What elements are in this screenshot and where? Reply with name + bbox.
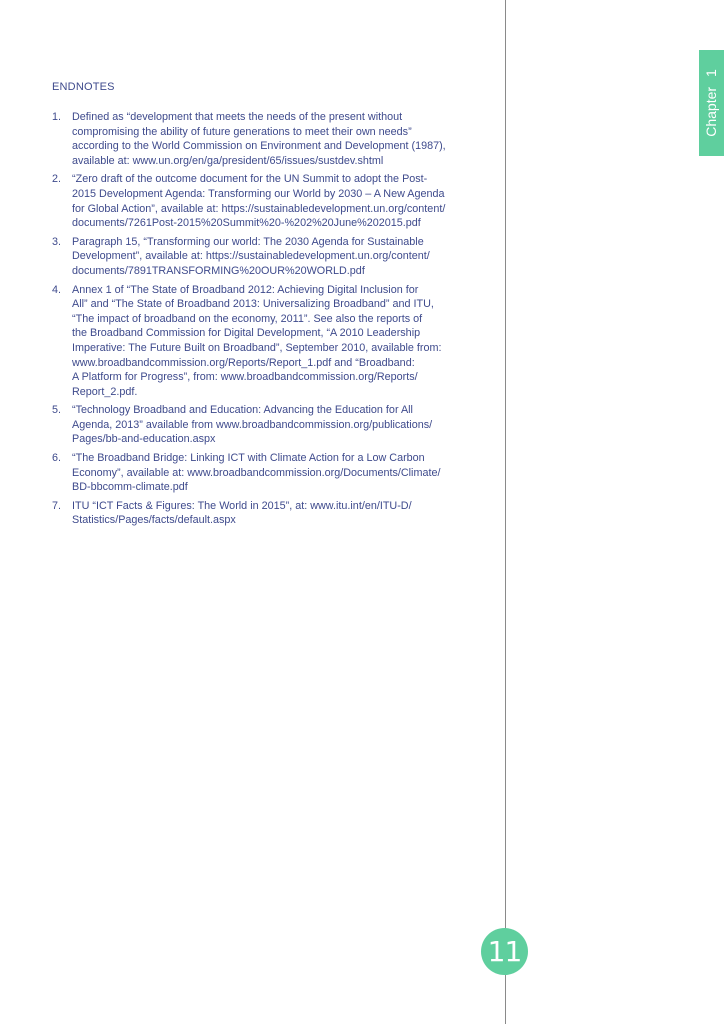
chapter-number: 1 bbox=[703, 69, 719, 78]
endnote-text: “Technology Broadband and Education: Advancing the Education for All Agenda, 2013” available from www.broadbandcommission.org/publications/ Pages/bb-and-education.aspx bbox=[72, 404, 433, 446]
endnote-number: 1. bbox=[52, 111, 62, 123]
endnote-text: “The Broadband Bridge: Linking ICT with Climate Action for a Low Carbon Economy”, available at: www.broadbandcommission.org/Documents/Climate/ BD-bbcomm-climate.pdf bbox=[72, 452, 441, 494]
endnote-number: 6. bbox=[52, 452, 62, 465]
endnote-text: ITU “ICT Facts & Figures: The World in 2015”, at: www.itu.int/en/ITU-D/ Statistics/Pages/facts/default.aspx bbox=[72, 499, 412, 527]
endnote-text: Annex 1 of “The State of Broadband 2012: Achieving Digital Inclusion for All” and “The State of Broadband 2013: Universalizing Broadband” and ITU, “The impact of broadband on the economy, 2011”. See also the reports of the Broadband Commission for Digital Development, “A 2010 Leadership Imperative: The Future Built on Broadband”, September 2010, available from: www.broadbandcommission.org/Reports/Report_1.pdf and “Broadband: A Platform for Progress”, from: www.broadbandcommission.org/Reports/ Report_2.pdf. bbox=[72, 283, 442, 398]
page-number: 11 bbox=[487, 935, 522, 968]
endnote-item bbox=[52, 451, 497, 495]
endnote-number: 3. bbox=[52, 235, 62, 248]
endnote-number: 2. bbox=[52, 173, 62, 186]
endnote-item bbox=[52, 235, 497, 279]
section-title: ENDNOTES bbox=[52, 81, 115, 93]
page-number-badge bbox=[481, 928, 528, 975]
endnote-item bbox=[52, 110, 497, 168]
endnote-text: Paragraph 15, “Transforming our world: The 2030 Agenda for Sustainable Development”, available at: https://sustainabledevelopment.un.org/content/ documents/7891TRANSFORMING%20OUR%20WORLD.pdf bbox=[72, 235, 430, 277]
endnote-item bbox=[52, 283, 497, 400]
endnote-item bbox=[52, 403, 497, 447]
chapter-label bbox=[699, 50, 724, 156]
endnote-item bbox=[52, 172, 497, 230]
page-divider-line bbox=[505, 0, 506, 1024]
chapter-tab bbox=[699, 50, 724, 156]
endnotes-list bbox=[52, 110, 497, 532]
chapter-word: Chapter bbox=[703, 86, 719, 137]
endnote-number: 4. bbox=[52, 283, 62, 296]
endnote-number: 7. bbox=[52, 499, 62, 512]
endnote-text: “Zero draft of the outcome document for the UN Summit to adopt the Post- 2015 Development Agenda: Transforming our World by 2030 – A New Agenda for Global Action”, available at: https://sustainabledevelopment.un.org/content/ documents/7261Post-2015%20Summit%20-%202%20June%202015.pdf bbox=[72, 173, 446, 230]
endnote-number: 5. bbox=[52, 404, 62, 417]
endnote-item bbox=[52, 499, 497, 528]
endnote-text: Defined as “development that meets the needs of the present without compromising the ability of future generations to meet their own needs” according to the World Commission on Environment and Development (1987), available at: www.un.org/en/ga/president/65/issues/sustdev.shtml bbox=[72, 111, 446, 167]
